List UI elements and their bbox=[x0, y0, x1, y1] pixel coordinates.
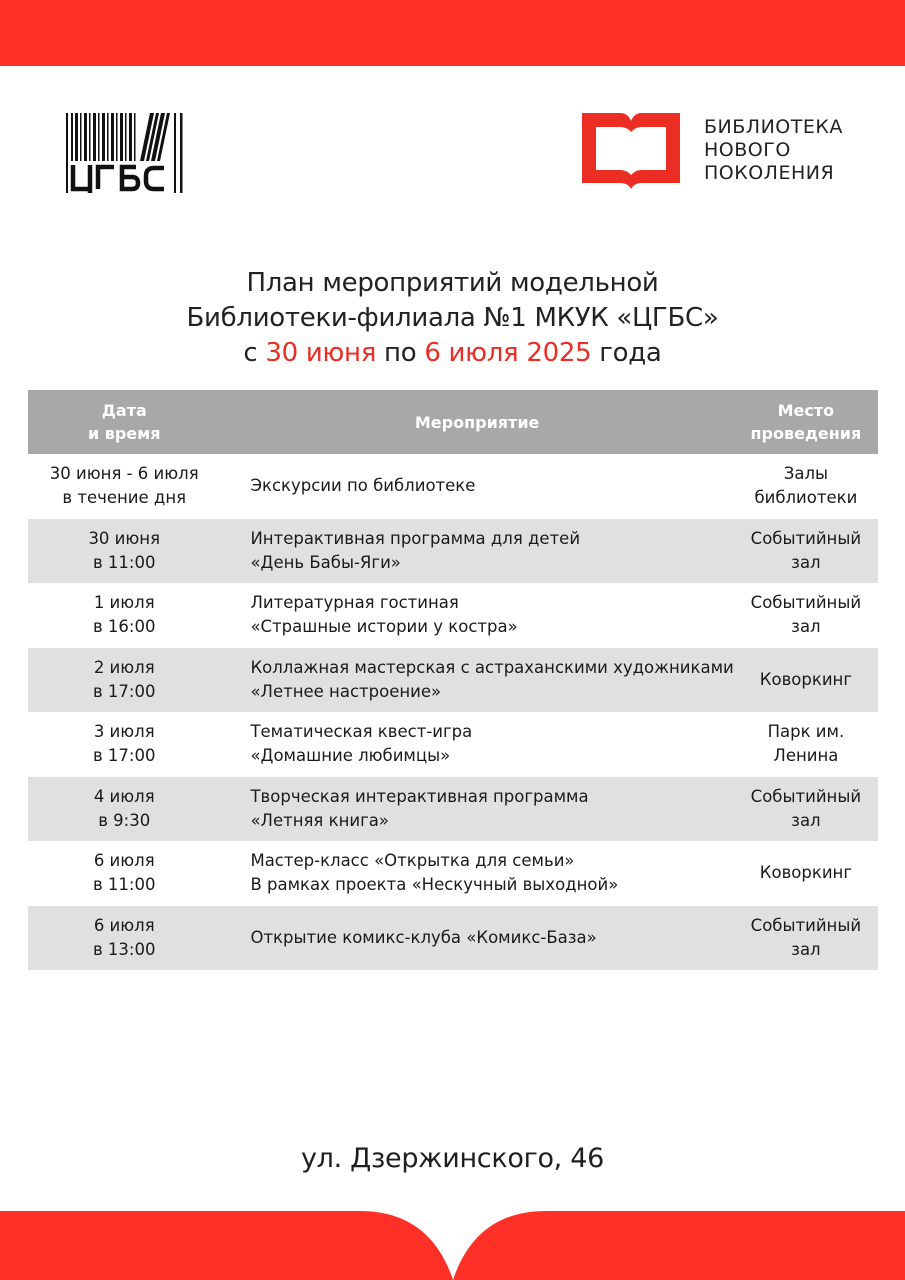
title-suffix: года bbox=[591, 338, 662, 368]
cell-event bbox=[220, 712, 733, 777]
table-row bbox=[28, 906, 878, 971]
brand-line: ПОКОЛЕНИЯ bbox=[704, 162, 835, 184]
cell-place-line: Событийный bbox=[750, 528, 862, 548]
cell-date-line: в 11:00 bbox=[92, 552, 156, 572]
cell-date bbox=[28, 648, 220, 713]
page-title bbox=[0, 266, 905, 371]
top-red-band bbox=[0, 0, 905, 66]
cell-place-line: Событийный bbox=[750, 593, 862, 613]
header-event: Мероприятие bbox=[220, 390, 733, 454]
cell-place-line: Коворкинг bbox=[759, 669, 853, 689]
date-from: 30 июня bbox=[265, 338, 377, 368]
cell-place bbox=[734, 906, 878, 971]
cell-date bbox=[28, 712, 220, 777]
cell-date-line: в 17:00 bbox=[92, 681, 156, 701]
cell-event bbox=[220, 519, 733, 584]
cell-date bbox=[28, 777, 220, 842]
header-place: Место проведения bbox=[734, 390, 878, 454]
cell-date-line: в 11:00 bbox=[92, 875, 156, 895]
cell-date bbox=[28, 841, 220, 906]
title-middle: по bbox=[376, 338, 425, 368]
brand-line: БИБЛИОТЕКА bbox=[704, 116, 843, 138]
cell-date-line: 6 июля bbox=[93, 915, 155, 935]
cell-event-line: Тематическая квест-игра bbox=[250, 722, 473, 742]
date-to: 6 июля 2025 bbox=[424, 338, 592, 368]
cell-place-line: Парк им. bbox=[767, 722, 845, 742]
table-row bbox=[28, 712, 878, 777]
table-row bbox=[28, 454, 878, 519]
cell-event-line: Литературная гостиная bbox=[250, 593, 459, 613]
cell-event-line: «Летняя книга» bbox=[250, 810, 389, 830]
cell-event bbox=[220, 841, 733, 906]
cell-event-line: Коллажная мастерская с астраханскими художниками bbox=[250, 657, 734, 677]
cell-place-line: Событийный bbox=[750, 786, 862, 806]
cell-place bbox=[734, 648, 878, 713]
cell-date-line: 6 июля bbox=[93, 851, 155, 871]
cell-date-line: в 13:00 bbox=[92, 939, 156, 959]
cell-event-line: В рамках проекта «Нескучный выходной» bbox=[250, 875, 619, 895]
cell-place bbox=[734, 712, 878, 777]
cell-event-line: Экскурсии по библиотеке bbox=[250, 476, 476, 496]
cell-place bbox=[734, 841, 878, 906]
cell-event bbox=[220, 648, 733, 713]
cell-date-line: 1 июля bbox=[93, 593, 155, 613]
table-header-row bbox=[28, 390, 878, 454]
cell-date-line: 3 июля bbox=[93, 722, 155, 742]
cell-place-line: Событийный bbox=[750, 915, 862, 935]
cell-date-line: в 16:00 bbox=[92, 617, 156, 637]
cell-place bbox=[734, 777, 878, 842]
table-row bbox=[28, 841, 878, 906]
cell-date bbox=[28, 906, 220, 971]
barcode-icon bbox=[66, 113, 184, 193]
library-new-generation-logo bbox=[582, 113, 852, 189]
library-brand-text bbox=[704, 116, 843, 185]
cell-event-line: «Домашние любимцы» bbox=[250, 746, 451, 766]
cell-event bbox=[220, 583, 733, 648]
cell-event-line: «День Бабы-Яги» bbox=[250, 552, 401, 572]
cell-date-line: 30 июня - 6 июля bbox=[49, 464, 199, 484]
open-book-icon bbox=[582, 113, 680, 189]
cell-date-line: 2 июля bbox=[93, 657, 155, 677]
cell-place bbox=[734, 583, 878, 648]
brand-line: НОВОГО bbox=[704, 139, 791, 161]
cell-place-line: зал bbox=[791, 617, 821, 637]
cell-event bbox=[220, 777, 733, 842]
title-prefix: с bbox=[243, 338, 266, 368]
cell-place-line: зал bbox=[791, 552, 821, 572]
book-pages-decoration bbox=[0, 1211, 905, 1280]
cell-place-line: Залы bbox=[783, 464, 829, 484]
table-row bbox=[28, 519, 878, 584]
cell-place-line: зал bbox=[791, 939, 821, 959]
cell-date-line: 30 июня bbox=[88, 528, 161, 548]
cell-place-line: зал bbox=[791, 810, 821, 830]
table-row bbox=[28, 648, 878, 713]
table-row bbox=[28, 777, 878, 842]
cell-place-line: Коворкинг bbox=[759, 863, 853, 883]
cell-event bbox=[220, 906, 733, 971]
cell-date bbox=[28, 583, 220, 648]
cell-date-line: в 9:30 bbox=[98, 810, 151, 830]
cell-date-line: в 17:00 bbox=[92, 746, 156, 766]
table-body bbox=[28, 454, 878, 970]
cell-event-line: «Страшные истории у костра» bbox=[250, 617, 518, 637]
cell-place bbox=[734, 454, 878, 519]
cell-date-line: 4 июля bbox=[93, 786, 155, 806]
cell-place bbox=[734, 519, 878, 584]
cell-event-line: Мастер-класс «Открытка для семьи» bbox=[250, 851, 575, 871]
address: ул. Дзержинского, 46 bbox=[300, 1143, 605, 1174]
title-line-3 bbox=[0, 336, 905, 371]
title-line-1: План мероприятий модельной bbox=[246, 268, 659, 298]
cell-event-line: Творческая интерактивная программа bbox=[250, 786, 589, 806]
cell-place-line: библиотеки bbox=[754, 488, 858, 508]
cell-event-line: Интерактивная программа для детей bbox=[250, 528, 581, 548]
cgbs-logo bbox=[66, 113, 184, 193]
cell-event-line: «Летнее настроение» bbox=[250, 681, 442, 701]
cell-date bbox=[28, 454, 220, 519]
table-row bbox=[28, 583, 878, 648]
bottom-red-band bbox=[0, 1211, 905, 1280]
cell-event-line: Открытие комикс-клуба «Комикс-База» bbox=[250, 927, 597, 947]
title-line-2: Библиотеки-филиала №1 МКУК «ЦГБС» bbox=[186, 303, 719, 333]
cell-date-line: в течение дня bbox=[62, 488, 187, 508]
cell-date bbox=[28, 519, 220, 584]
events-table bbox=[28, 390, 878, 970]
cell-place-line: Ленина bbox=[773, 746, 839, 766]
cell-event bbox=[220, 454, 733, 519]
header-date-time: Дата и время bbox=[28, 390, 220, 454]
